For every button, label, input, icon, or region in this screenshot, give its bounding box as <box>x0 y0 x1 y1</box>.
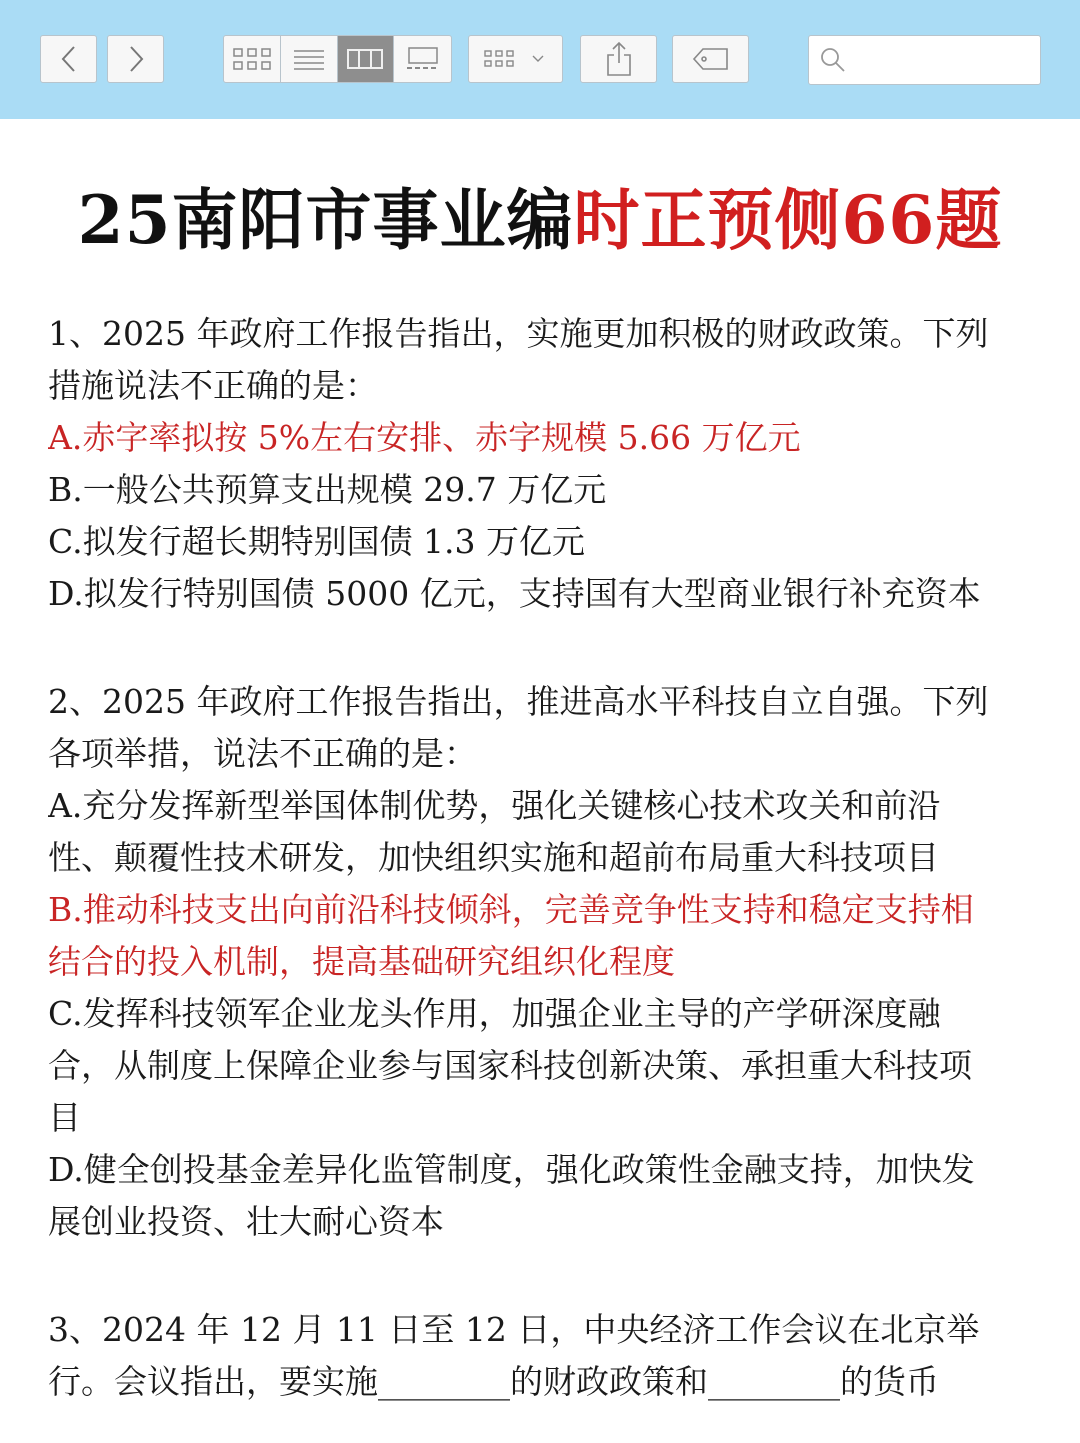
column-view-button[interactable] <box>338 36 395 82</box>
option-d: D.健全创投基金差异化监管制度，强化政策性金融支持，加快发 <box>48 1150 975 1189</box>
question-stem: 行。会议指出，要实施________的财政政策和________的货币 <box>48 1362 939 1401</box>
column-view-icon <box>346 47 384 71</box>
option-b-answer: 结合的投入机制，提高基础研究组织化程度 <box>48 942 675 981</box>
question-stem: 各项举措，说法不正确的是： <box>48 734 477 773</box>
share-button[interactable] <box>580 35 657 83</box>
question-stem: 1、2025 年政府工作报告指出，实施更加积极的财政政策。下列 <box>48 314 989 353</box>
question-list <box>48 308 1038 1408</box>
gallery-view-button[interactable] <box>394 36 451 82</box>
option-b-answer: B.推动科技支出向前沿科技倾斜，完善竞争性支持和稳定支持相 <box>48 890 974 929</box>
toolbar <box>0 0 1080 119</box>
option-d: D.拟发行特别国债 5000 亿元，支持国有大型商业银行补充资本 <box>48 574 981 613</box>
grid-view-button[interactable] <box>224 36 281 82</box>
forward-button[interactable] <box>107 35 164 83</box>
question-stem: 3、2024 年 12 月 11 日至 12 日，中央经济工作会议在北京举 <box>48 1310 980 1349</box>
chevron-right-icon <box>126 44 146 74</box>
option-c: C.拟发行超长期特别国债 1.3 万亿元 <box>48 522 586 561</box>
chevron-left-icon <box>59 44 79 74</box>
group-by-icon <box>481 46 551 72</box>
list-view-button[interactable] <box>281 36 338 82</box>
question-stem: 2、2025 年政府工作报告指出，推进高水平科技自立自强。下列 <box>48 682 989 721</box>
question-3 <box>48 1304 1038 1408</box>
question-2 <box>48 676 1038 1248</box>
title-part-red: 时正预侧66题 <box>573 181 1003 259</box>
option-d: 展创业投资、壮大耐心资本 <box>48 1202 444 1241</box>
option-a-answer: A.赤字率拟按 5%左右安排、赤字规模 5.66 万亿元 <box>48 418 801 457</box>
option-a: 性、颠覆性技术研发，加快组织实施和超前布局重大科技项目 <box>48 838 939 877</box>
search-field[interactable] <box>808 35 1041 85</box>
back-button[interactable] <box>40 35 97 83</box>
tag-icon <box>691 46 731 72</box>
tag-button[interactable] <box>672 35 749 83</box>
spacer <box>48 1248 1038 1304</box>
page-title <box>0 180 1080 260</box>
option-c: 合，从制度上保障企业参与国家科技创新决策、承担重大科技项 <box>48 1046 972 1085</box>
question-stem: 措施说法不正确的是： <box>48 366 378 405</box>
option-a: A.充分发挥新型举国体制优势，强化关键核心技术攻关和前沿 <box>48 786 941 825</box>
option-c: C.发挥科技领军企业龙头作用，加强企业主导的产学研深度融 <box>48 994 941 1033</box>
grid-view-icon <box>232 46 272 72</box>
gallery-view-icon <box>404 46 442 72</box>
option-c: 目 <box>48 1098 81 1137</box>
view-mode-selector <box>223 35 452 83</box>
search-icon <box>819 46 847 74</box>
list-view-icon <box>292 46 326 72</box>
option-b: B.一般公共预算支出规模 29.7 万亿元 <box>48 470 607 509</box>
search-input[interactable] <box>855 48 1035 72</box>
question-1 <box>48 308 1038 620</box>
share-icon <box>604 41 634 77</box>
spacer <box>48 620 1038 676</box>
group-by-button[interactable] <box>468 35 563 83</box>
title-part-black: 25南阳市事业编 <box>77 181 574 259</box>
